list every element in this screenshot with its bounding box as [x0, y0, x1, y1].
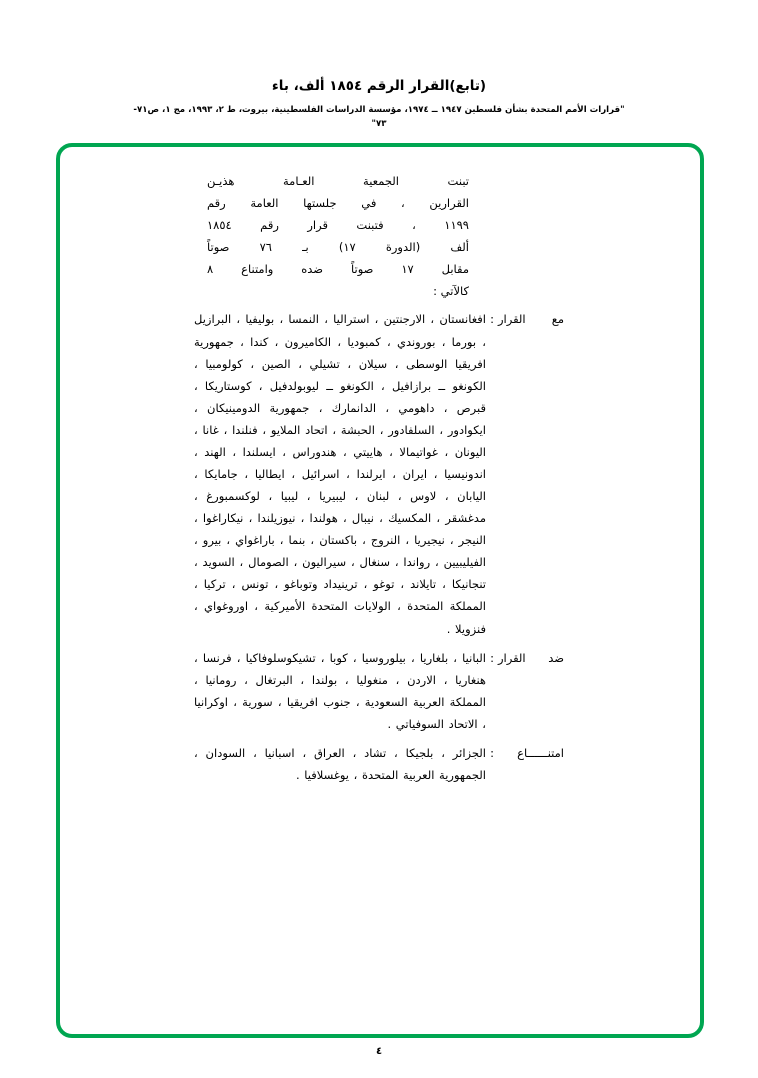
source-citation-line2: ٧٣"	[371, 118, 387, 129]
intro-paragraph	[207, 170, 469, 302]
vote-results	[194, 308, 564, 786]
intro-line: مقابل ١٧ صوتاً ضده وامتناع ٨	[207, 262, 469, 277]
vote-colon: :	[490, 650, 494, 665]
intro-line: ألف (الدورة ١٧) بـ ٧٦ صوتاً	[207, 240, 469, 255]
intro-line: كالآتي :	[433, 284, 469, 299]
vote-list-in-favour: افغانستان ، الارجنتين ، استراليا ، النمسا ، بوليفيا ، البرازيل ، بورما ، بوروندي ، كمبوديا ، الكاميرون ، كندا ، جمهورية افريقيا الوسطى ، سيلان ، تشيلي ، الصين ، كولومبيا ، الكونغو ــ برازافيل ، الكونغو ــ ليوبولدفيل ، كوستاريكا ، قبرص ، داهومي ، الدانمارك ، جمهورية الدومينيكان ، ايكوادور ، السلفادور ، الحبشة ، اتحاد الملايو ، فنلندا ، غانا ، اليونان ، غواتيمالا ، هاييتي ، هندوراس ، ايسلندا ، الهند ، اندونيسيا ، ايران ، ايرلندا ، اسرائيل ، ايطاليا ، جامايكا ، اليابان ، لاوس ، لبنان ، ليبيريا ، ليبيا ، لوكسمبورغ ، مدغشقر ، المكسيك ، نيبال ، هولندا ، نيوزيلندا ، نيكاراغوا ، النيجر ، نيجيريا ، النروج ، باكستان ، بنما ، باراغواي ، بيرو ، الفيليبيين ، رواندا ، سنغال ، سيراليون ، الصومال ، السويد ، تنجانيكا ، تايلاند ، توغو ، ترينيداد وتوباغو ، تونس ، تركيا ، المملكة المتحدة ، الولايات المتحدة الأميركية ، اوروغواي ، فنزويلا .	[194, 312, 486, 636]
vote-list-against: البانيا ، بلغاريا ، بيلوروسيا ، كوبا ، تشيكوسلوفاكيا ، فرنسا ، هنغاريا ، الاردن ، منغوليا ، بولندا ، البرتغال ، رومانيا ، المملكة العربية السعودية ، جنوب افريقيا ، سورية ، اوكرانيا ، الاتحاد السوفياتي .	[194, 650, 486, 731]
vote-label-abstentions: امتنــــــاع	[517, 745, 564, 760]
vote-row-in-favour	[194, 308, 564, 639]
vote-label-against: ضد القرار	[498, 650, 564, 665]
vote-row-abstentions	[194, 742, 564, 786]
vote-colon: :	[490, 745, 494, 760]
source-citation-line1: "قرارات الأمم المتحدة بشأن فلسطين ١٩٤٧ ــ ١٩٧٤، مؤسسة الدراسات الفلسطينية، بيروت، ط ٢، ١٩٩٣، مج ١، ص٧١-	[133, 105, 625, 115]
intro-line: القرارين ، في جلستها العامة رقم	[207, 196, 469, 211]
intro-line: تبنت الجمعية العـامة هذيـن	[207, 174, 469, 188]
vote-row-against	[194, 647, 564, 735]
source-citation	[0, 104, 758, 131]
intro-line: ١١٩٩ ، فتبنت قرار رقم ١٨٥٤	[207, 218, 469, 233]
document-content	[56, 170, 704, 793]
page-title: (تابع)القرار الرقم ١٨٥٤ ألف، باء	[271, 78, 487, 94]
vote-list-abstentions: الجزائر ، بلجيكا ، تشاد ، العراق ، اسبانيا ، السودان ، الجمهورية العربية المتحدة ، يوغسلافيا .	[194, 745, 486, 783]
vote-label-in-favour: مع القرار	[498, 312, 564, 327]
vote-colon: :	[490, 312, 494, 327]
page-number: ٤	[375, 1046, 383, 1057]
